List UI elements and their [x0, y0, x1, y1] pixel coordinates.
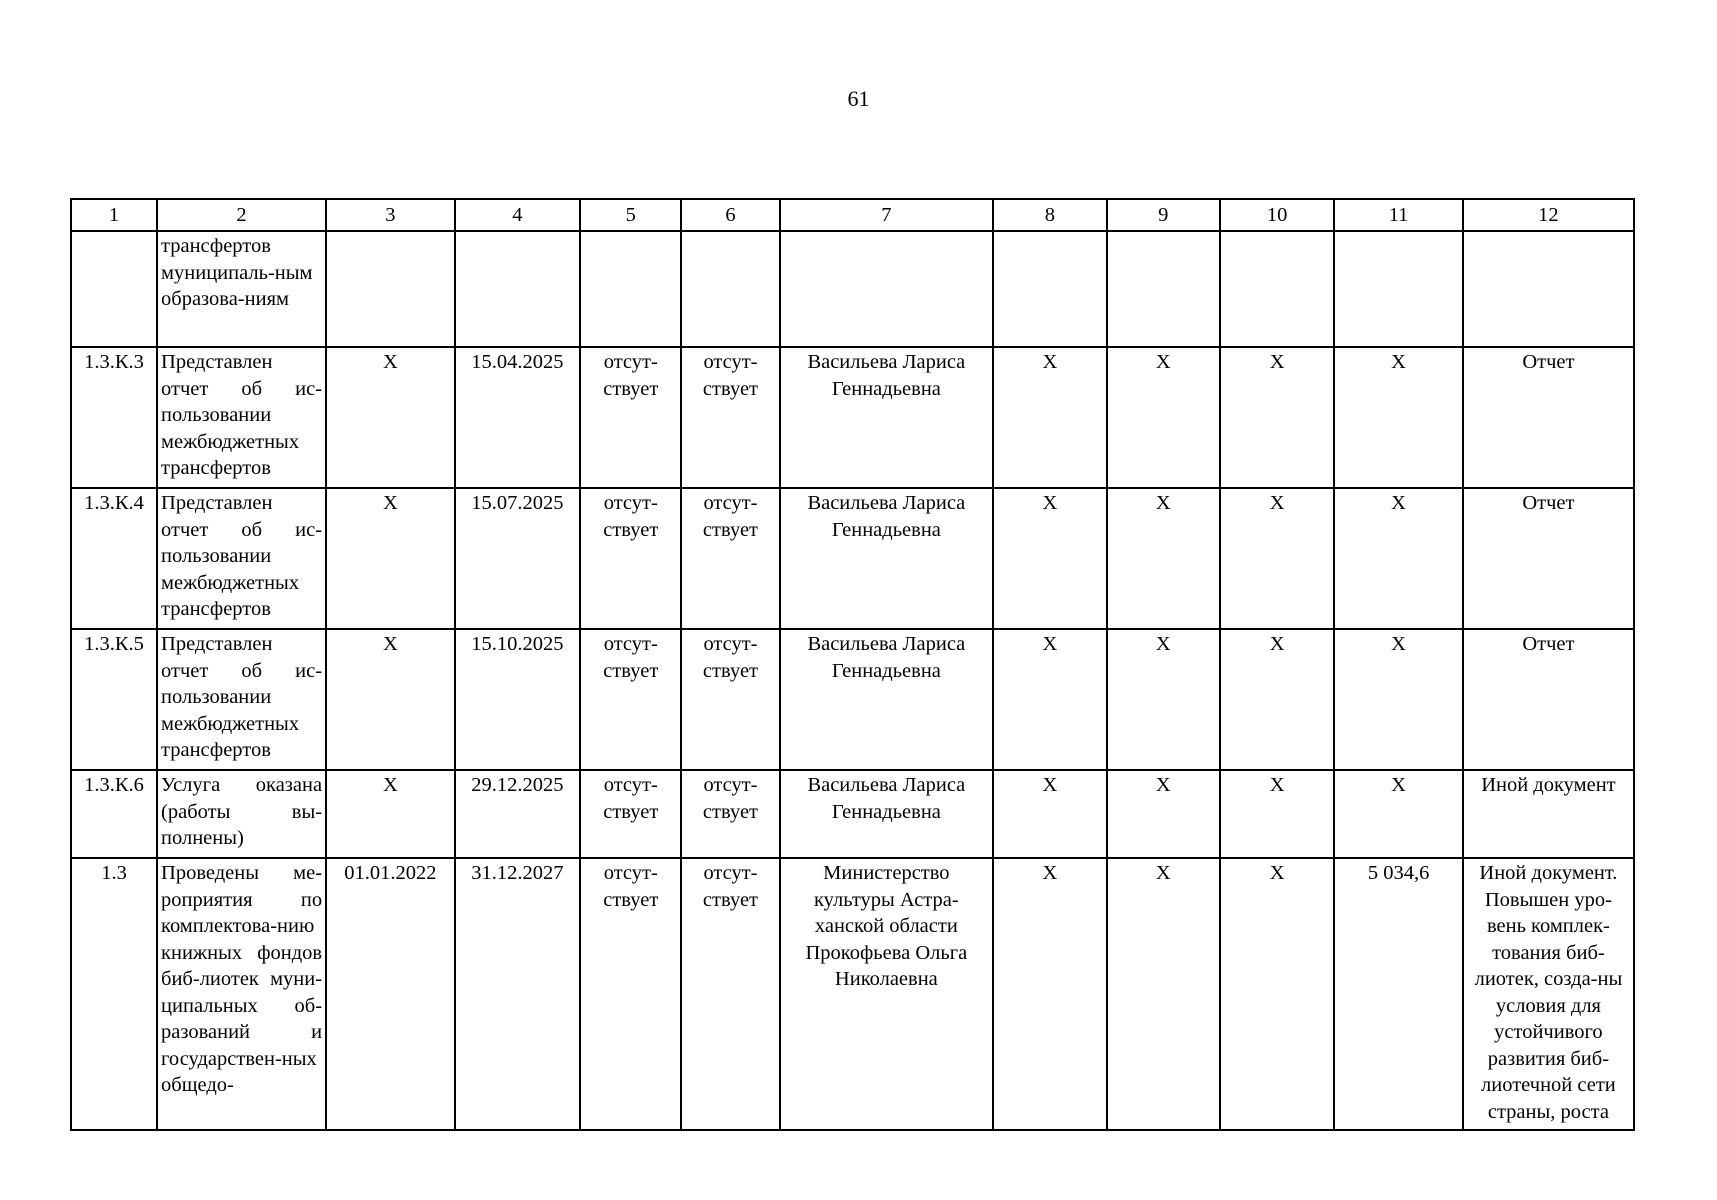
cell-col10: X [1220, 347, 1334, 488]
page-number: 61 [847, 86, 870, 111]
table-row [71, 488, 1634, 629]
cell-responsible: Васильева Лариса Геннадьевна [780, 770, 994, 858]
cell-document: Иной документ [1463, 770, 1634, 858]
cell-document: Отчет [1463, 347, 1634, 488]
cell-col8: X [993, 770, 1106, 858]
cell-name: Проведены ме-роприятия по комплектова-нию книжных фондов биб-лиотек муни-ципальных об-разований и государствен-ных общедо- [157, 858, 326, 1130]
cell-document: Иной документ. Повышен уро-вень комплек-тования биб-лиотек, созда-ны условия для устойчивого развития биб-лиотечной сети страны, роста [1463, 858, 1634, 1130]
table-row [71, 770, 1634, 858]
cell-col11 [1334, 231, 1463, 347]
header-cell: 3 [326, 199, 455, 231]
cell-col5: отсут-ствует [580, 770, 681, 858]
cell-col8: X [993, 347, 1106, 488]
cell-responsible: Васильева Лариса Геннадьевна [780, 488, 994, 629]
table-header-row [71, 199, 1634, 231]
cell-col6: отсут-ствует [681, 488, 779, 629]
cell-col6: отсут-ствует [681, 347, 779, 488]
cell-col11: X [1334, 629, 1463, 770]
cell-start-date: X [326, 347, 455, 488]
cell-col10: X [1220, 488, 1334, 629]
cell-col10 [1220, 231, 1334, 347]
cell-col9 [1107, 231, 1220, 347]
cell-col11: 5 034,6 [1334, 858, 1463, 1130]
cell-col11: X [1334, 770, 1463, 858]
cell-col9: X [1107, 858, 1220, 1130]
cell-col9: X [1107, 629, 1220, 770]
cell-col9: X [1107, 347, 1220, 488]
table-row [71, 629, 1634, 770]
cell-col6: отсут-ствует [681, 858, 779, 1130]
header-cell: 6 [681, 199, 779, 231]
cell-col8: X [993, 488, 1106, 629]
cell-col5: отсут-ствует [580, 347, 681, 488]
cell-start-date: X [326, 629, 455, 770]
cell-col8 [993, 231, 1106, 347]
cell-responsible: Министерство культуры Астра-ханской области Прокофьева Ольга Николаевна [780, 858, 994, 1130]
cell-end-date: 15.04.2025 [455, 347, 581, 488]
cell-end-date: 29.12.2025 [455, 770, 581, 858]
table-row [71, 231, 1634, 347]
table-row [71, 347, 1634, 488]
header-cell: 10 [1220, 199, 1334, 231]
cell-start-date: 01.01.2022 [326, 858, 455, 1130]
cell-col5: отсут-ствует [580, 629, 681, 770]
cell-col9: X [1107, 770, 1220, 858]
cell-responsible: Васильева Лариса Геннадьевна [780, 347, 994, 488]
cell-code [71, 231, 157, 347]
cell-col5: отсут-ствует [580, 488, 681, 629]
cell-responsible: Васильева Лариса Геннадьевна [780, 629, 994, 770]
cell-col10: X [1220, 629, 1334, 770]
cell-name: трансфертов муниципаль-ным образова-ниям [157, 231, 326, 347]
cell-name: Представлен отчет об ис-пользовании межбюджетных трансфертов [157, 629, 326, 770]
header-cell: 1 [71, 199, 157, 231]
header-cell: 8 [993, 199, 1106, 231]
cell-code: 1.3.К.5 [71, 629, 157, 770]
cell-col11: X [1334, 488, 1463, 629]
cell-name: Представлен отчет об ис-пользовании межбюджетных трансфертов [157, 347, 326, 488]
cell-col11: X [1334, 347, 1463, 488]
cell-col6: отсут-ствует [681, 770, 779, 858]
header-cell: 4 [455, 199, 581, 231]
report-table [70, 198, 1635, 1131]
cell-col6: отсут-ствует [681, 629, 779, 770]
header-cell: 11 [1334, 199, 1463, 231]
cell-col8: X [993, 858, 1106, 1130]
cell-code: 1.3.К.3 [71, 347, 157, 488]
cell-document: Отчет [1463, 629, 1634, 770]
cell-start-date [326, 231, 455, 347]
cell-start-date: X [326, 770, 455, 858]
cell-code: 1.3.К.4 [71, 488, 157, 629]
table-row [71, 858, 1634, 1130]
cell-col10: X [1220, 770, 1334, 858]
cell-document: Отчет [1463, 488, 1634, 629]
cell-code: 1.3.К.6 [71, 770, 157, 858]
cell-code: 1.3 [71, 858, 157, 1130]
cell-end-date: 15.07.2025 [455, 488, 581, 629]
cell-col5: отсут-ствует [580, 858, 681, 1130]
cell-responsible [780, 231, 994, 347]
cell-end-date: 31.12.2027 [455, 858, 581, 1130]
cell-end-date: 15.10.2025 [455, 629, 581, 770]
cell-col5 [580, 231, 681, 347]
header-cell: 5 [580, 199, 681, 231]
cell-col10: X [1220, 858, 1334, 1130]
cell-name: Услуга оказана (работы вы-полнены) [157, 770, 326, 858]
cell-end-date [455, 231, 581, 347]
header-cell: 2 [157, 199, 326, 231]
header-cell: 12 [1463, 199, 1634, 231]
cell-col6 [681, 231, 779, 347]
cell-start-date: X [326, 488, 455, 629]
header-cell: 7 [780, 199, 994, 231]
cell-col8: X [993, 629, 1106, 770]
cell-name: Представлен отчет об ис-пользовании межбюджетных трансфертов [157, 488, 326, 629]
cell-document [1463, 231, 1634, 347]
cell-col9: X [1107, 488, 1220, 629]
header-cell: 9 [1107, 199, 1220, 231]
